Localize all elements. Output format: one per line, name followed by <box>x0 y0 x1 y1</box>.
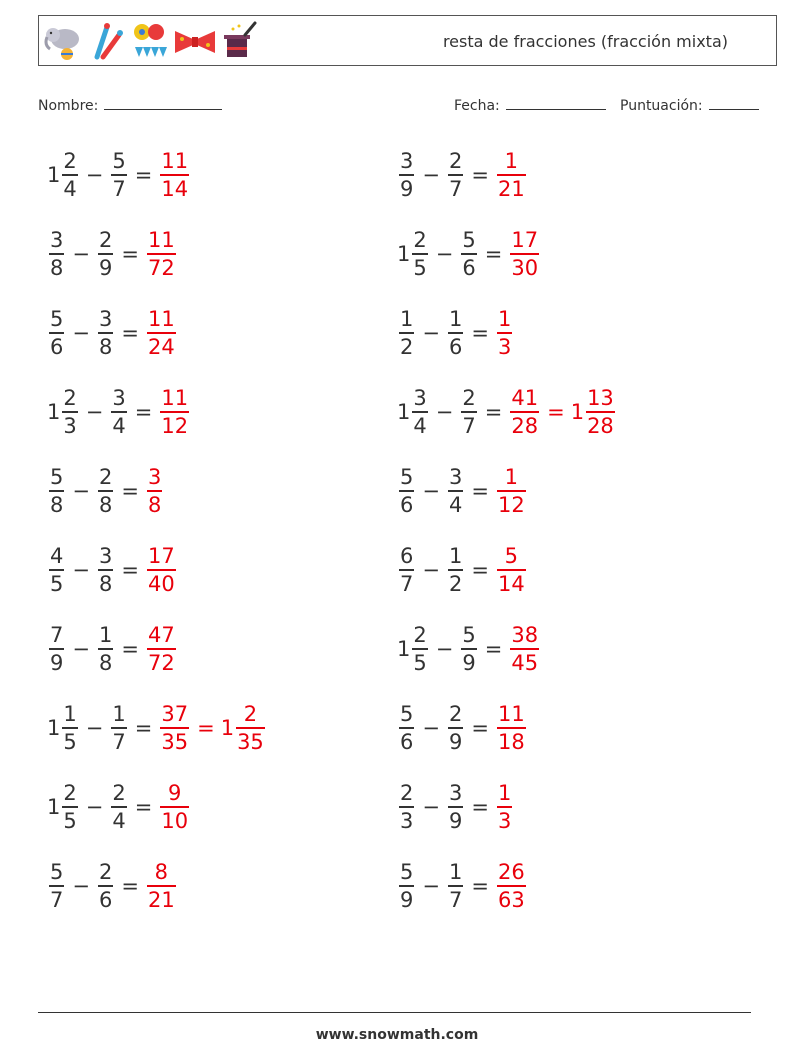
answer <box>508 622 541 676</box>
second-fraction <box>448 859 463 913</box>
answer-fraction <box>510 622 539 676</box>
problem-item <box>397 693 528 763</box>
first-fraction-numerator: 5 <box>50 860 64 885</box>
name-label: Nombre: <box>38 98 99 114</box>
second-fraction-denominator: 9 <box>448 808 463 833</box>
first-whole: 1 <box>47 795 61 819</box>
date-label: Fecha: <box>454 98 500 114</box>
minus-sign: − <box>422 716 440 740</box>
second-fraction-denominator: 2 <box>448 571 463 596</box>
second-fraction-numerator: 5 <box>462 623 476 648</box>
answer-fraction <box>147 859 176 913</box>
answer-fraction-numerator: 11 <box>497 702 525 727</box>
answer <box>158 148 191 202</box>
magic-hat-icon <box>221 21 259 61</box>
minus-sign: − <box>422 321 440 345</box>
problem-item <box>397 140 528 210</box>
answer-fraction <box>160 780 189 834</box>
answer-fraction-denominator: 3 <box>497 334 512 359</box>
answer-mixed-fraction-denominator: 35 <box>237 729 264 754</box>
answer-whole: 1 <box>570 400 585 424</box>
first-fraction-numerator: 6 <box>400 544 414 569</box>
minus-sign: − <box>422 874 440 898</box>
juggling-clubs-icon <box>89 21 125 61</box>
first-fraction-denominator: 7 <box>50 887 64 912</box>
equals-sign: = <box>484 637 503 661</box>
answer <box>495 543 528 597</box>
answer-fraction-denominator: 40 <box>147 571 175 596</box>
answer-fraction-numerator: 17 <box>511 228 539 253</box>
problem-item <box>47 772 191 842</box>
answer-fraction-numerator: 1 <box>504 149 519 174</box>
first-fraction-numerator: 2 <box>63 149 77 174</box>
score-blank[interactable] <box>709 94 759 110</box>
first-fraction-denominator: 9 <box>50 650 64 675</box>
answer <box>158 780 191 834</box>
equals-sign: = <box>484 242 503 266</box>
first-fraction-denominator: 5 <box>50 571 64 596</box>
answer <box>145 227 178 281</box>
second-fraction-numerator: 1 <box>448 544 463 569</box>
answer-fraction-denominator: 21 <box>497 176 525 201</box>
minus-sign: − <box>72 637 90 661</box>
first-fraction-numerator: 5 <box>400 465 414 490</box>
answer <box>145 622 178 676</box>
first-fraction <box>412 227 427 281</box>
second-fraction-denominator: 7 <box>112 729 126 754</box>
problem-item <box>47 140 191 210</box>
first-fraction <box>49 464 64 518</box>
answer-equals-sign: = <box>197 716 215 740</box>
second-fraction <box>98 306 113 360</box>
answer <box>508 385 616 439</box>
equals-sign: = <box>121 479 139 503</box>
first-fraction <box>62 385 77 439</box>
minus-sign: − <box>72 479 90 503</box>
answer-fraction-denominator: 10 <box>161 808 189 833</box>
second-fraction-numerator: 2 <box>98 860 113 885</box>
answer-fraction-denominator: 45 <box>511 650 539 675</box>
answer-fraction-denominator: 24 <box>147 334 175 359</box>
answer-fraction <box>147 227 176 281</box>
second-fraction <box>111 701 126 755</box>
first-fraction-denominator: 6 <box>400 492 414 517</box>
problem-item <box>397 851 528 921</box>
second-fraction-denominator: 7 <box>448 887 463 912</box>
answer <box>158 701 266 755</box>
problem-item <box>47 456 164 526</box>
answer-fraction-denominator: 72 <box>147 650 175 675</box>
equals-sign: = <box>471 479 489 503</box>
second-fraction <box>448 306 463 360</box>
answer-fraction-numerator: 1 <box>504 465 519 490</box>
first-fraction-numerator: 2 <box>400 781 414 806</box>
first-fraction-denominator: 4 <box>63 176 77 201</box>
first-fraction-denominator: 8 <box>50 255 64 280</box>
second-fraction-denominator: 8 <box>98 334 113 359</box>
first-fraction-denominator: 2 <box>400 334 414 359</box>
equals-sign: = <box>121 321 139 345</box>
equals-sign: = <box>471 716 489 740</box>
second-fraction-numerator: 2 <box>98 228 113 253</box>
first-whole: 1 <box>397 637 411 661</box>
first-fraction-denominator: 7 <box>400 571 414 596</box>
footer-divider <box>38 1012 751 1013</box>
answer <box>145 306 178 360</box>
first-fraction-denominator: 5 <box>63 808 77 833</box>
second-fraction-numerator: 1 <box>448 307 463 332</box>
first-fraction-numerator: 5 <box>400 702 414 727</box>
answer-fraction-denominator: 72 <box>147 255 175 280</box>
answer-fraction-numerator: 41 <box>511 386 539 411</box>
second-fraction-numerator: 2 <box>98 465 113 490</box>
first-fraction-numerator: 3 <box>413 386 427 411</box>
first-fraction-numerator: 1 <box>400 307 414 332</box>
problem-item <box>47 535 178 605</box>
problem-item <box>397 535 528 605</box>
first-fraction-denominator: 4 <box>413 413 427 438</box>
answer-fraction <box>510 385 539 439</box>
answer-fraction-denominator: 12 <box>497 492 525 517</box>
answer-mixed-fraction-denominator: 28 <box>587 413 614 438</box>
second-fraction-denominator: 4 <box>112 808 126 833</box>
equals-sign: = <box>134 400 153 424</box>
answer-fraction <box>497 148 526 202</box>
first-whole: 1 <box>397 400 411 424</box>
second-fraction-numerator: 3 <box>112 386 126 411</box>
minus-sign: − <box>72 558 90 582</box>
worksheet-header <box>38 15 777 66</box>
balloons-bunting-icon <box>129 21 169 61</box>
answer-fraction <box>147 543 176 597</box>
minus-sign: − <box>72 321 90 345</box>
first-whole: 1 <box>47 163 61 187</box>
answer-fraction-numerator: 47 <box>147 623 175 648</box>
first-fraction-denominator: 5 <box>63 729 77 754</box>
second-fraction-numerator: 5 <box>112 149 126 174</box>
answer-fraction-denominator: 21 <box>147 887 175 912</box>
minus-sign: − <box>422 479 440 503</box>
answer-fraction-denominator: 30 <box>511 255 539 280</box>
equals-sign: = <box>134 795 153 819</box>
first-fraction <box>62 701 77 755</box>
minus-sign: − <box>422 558 440 582</box>
answer-fraction-denominator: 8 <box>147 492 162 517</box>
answer-fraction <box>160 385 189 439</box>
second-fraction-denominator: 8 <box>98 650 113 675</box>
first-fraction-denominator: 9 <box>400 887 414 912</box>
minus-sign: − <box>85 163 104 187</box>
answer-fraction-denominator: 12 <box>161 413 189 438</box>
answer-mixed-fraction <box>586 385 615 439</box>
second-fraction <box>461 622 476 676</box>
answer-fraction-numerator: 37 <box>161 702 189 727</box>
first-fraction-numerator: 2 <box>413 623 427 648</box>
second-fraction-numerator: 2 <box>448 149 463 174</box>
answer-fraction <box>147 306 176 360</box>
second-fraction-numerator: 2 <box>112 781 126 806</box>
minus-sign: − <box>85 795 104 819</box>
equals-sign: = <box>484 400 503 424</box>
second-fraction-numerator: 3 <box>448 781 463 806</box>
second-fraction <box>111 780 126 834</box>
minus-sign: − <box>435 242 454 266</box>
first-fraction <box>412 385 427 439</box>
answer-fraction-numerator: 26 <box>497 860 525 885</box>
worksheet-title: resta de fracciones (fracción mixta) <box>442 32 728 51</box>
second-fraction <box>448 701 463 755</box>
answer-fraction-numerator: 11 <box>147 228 175 253</box>
second-fraction-numerator: 1 <box>448 860 463 885</box>
minus-sign: − <box>435 400 454 424</box>
answer-fraction-denominator: 35 <box>161 729 189 754</box>
second-fraction <box>111 385 126 439</box>
answer-equals-sign: = <box>547 400 565 424</box>
problem-item <box>397 298 514 368</box>
second-fraction-numerator: 2 <box>462 386 476 411</box>
score-field[interactable] <box>620 94 759 116</box>
answer <box>495 464 528 518</box>
answer <box>145 859 178 913</box>
problem-item <box>397 614 541 684</box>
answer-fraction <box>147 622 176 676</box>
first-fraction-numerator: 5 <box>400 860 414 885</box>
minus-sign: − <box>72 874 90 898</box>
minus-sign: − <box>422 795 440 819</box>
equals-sign: = <box>471 163 489 187</box>
second-fraction-denominator: 6 <box>462 255 476 280</box>
answer <box>495 780 514 834</box>
first-fraction <box>399 780 414 834</box>
second-fraction <box>448 148 463 202</box>
minus-sign: − <box>435 637 454 661</box>
first-fraction-numerator: 2 <box>63 781 77 806</box>
equals-sign: = <box>121 637 139 661</box>
second-fraction-denominator: 6 <box>448 334 463 359</box>
first-whole: 1 <box>47 716 61 740</box>
problem-item <box>47 298 178 368</box>
second-fraction-denominator: 7 <box>112 176 126 201</box>
second-fraction-numerator: 1 <box>98 623 113 648</box>
second-fraction-numerator: 3 <box>98 307 113 332</box>
equals-sign: = <box>471 795 489 819</box>
minus-sign: − <box>422 163 440 187</box>
first-fraction-denominator: 8 <box>50 492 64 517</box>
score-label: Puntuación: <box>620 98 703 114</box>
second-fraction-numerator: 3 <box>448 465 463 490</box>
answer-fraction <box>497 859 526 913</box>
answer-fraction-numerator: 9 <box>168 781 182 806</box>
first-fraction-denominator: 6 <box>400 729 414 754</box>
first-fraction-numerator: 2 <box>63 386 77 411</box>
answer <box>495 859 528 913</box>
answer-mixed-fraction-numerator: 2 <box>243 702 258 727</box>
second-fraction-numerator: 5 <box>462 228 476 253</box>
first-fraction-denominator: 3 <box>63 413 77 438</box>
first-fraction <box>399 543 414 597</box>
answer-fraction-denominator: 14 <box>497 571 525 596</box>
first-whole: 1 <box>397 242 411 266</box>
answer-fraction-denominator: 63 <box>497 887 525 912</box>
name-blank[interactable] <box>104 94 222 110</box>
first-whole: 1 <box>47 400 61 424</box>
header-icons <box>43 20 259 62</box>
second-fraction <box>111 148 126 202</box>
second-fraction-denominator: 8 <box>98 492 113 517</box>
second-fraction <box>98 543 113 597</box>
answer-fraction-numerator: 17 <box>147 544 175 569</box>
first-fraction <box>412 622 427 676</box>
second-fraction-denominator: 7 <box>448 176 463 201</box>
second-fraction-numerator: 1 <box>112 702 126 727</box>
equals-sign: = <box>121 558 139 582</box>
problem-item <box>47 851 178 921</box>
second-fraction-numerator: 2 <box>448 702 463 727</box>
problem-item <box>47 614 178 684</box>
answer-fraction-numerator: 8 <box>154 860 169 885</box>
first-fraction-numerator: 5 <box>50 465 64 490</box>
name-field[interactable] <box>38 94 222 116</box>
footer-site: www.snowmath.com <box>315 1027 479 1043</box>
problem-item <box>397 772 514 842</box>
answer-fraction <box>147 464 162 518</box>
first-fraction <box>399 464 414 518</box>
minus-sign: − <box>85 716 104 740</box>
first-fraction <box>399 701 414 755</box>
first-fraction-numerator: 2 <box>413 228 427 253</box>
problem-item <box>47 377 191 447</box>
first-fraction-denominator: 3 <box>400 808 414 833</box>
second-fraction-denominator: 4 <box>112 413 126 438</box>
first-fraction <box>399 859 414 913</box>
second-fraction-denominator: 9 <box>98 255 113 280</box>
answer-fraction <box>497 464 526 518</box>
equals-sign: = <box>471 321 489 345</box>
date-field[interactable] <box>454 94 606 116</box>
answer-fraction <box>510 227 539 281</box>
second-fraction-denominator: 8 <box>98 571 113 596</box>
answer <box>495 701 528 755</box>
equals-sign: = <box>121 874 139 898</box>
second-fraction <box>448 543 463 597</box>
second-fraction-denominator: 9 <box>448 729 463 754</box>
answer-fraction-numerator: 3 <box>147 465 162 490</box>
first-fraction <box>49 227 64 281</box>
equals-sign: = <box>134 163 153 187</box>
minus-sign: − <box>72 242 90 266</box>
answer-mixed-fraction <box>236 701 265 755</box>
first-fraction <box>49 859 64 913</box>
date-blank[interactable] <box>506 94 606 110</box>
first-fraction <box>49 306 64 360</box>
first-fraction-denominator: 9 <box>400 176 414 201</box>
first-fraction-denominator: 6 <box>50 334 64 359</box>
answer-fraction <box>497 780 512 834</box>
equals-sign: = <box>471 558 489 582</box>
answer <box>508 227 541 281</box>
first-fraction <box>399 148 414 202</box>
answer <box>145 543 178 597</box>
first-fraction-numerator: 3 <box>50 228 64 253</box>
second-fraction <box>461 385 476 439</box>
answer-fraction <box>160 148 189 202</box>
answer-fraction-numerator: 1 <box>497 781 512 806</box>
answer-fraction-denominator: 18 <box>497 729 525 754</box>
second-fraction-numerator: 3 <box>98 544 113 569</box>
first-fraction <box>399 306 414 360</box>
first-fraction <box>49 622 64 676</box>
answer <box>495 306 514 360</box>
first-fraction <box>62 780 77 834</box>
answer-fraction <box>497 543 526 597</box>
second-fraction <box>461 227 476 281</box>
equals-sign: = <box>134 716 153 740</box>
second-fraction <box>98 859 113 913</box>
answer <box>145 464 164 518</box>
answer-fraction <box>497 701 526 755</box>
answer-mixed-fraction-numerator: 13 <box>587 386 614 411</box>
answer <box>495 148 528 202</box>
first-fraction <box>49 543 64 597</box>
answer-fraction-numerator: 1 <box>497 307 512 332</box>
problem-item <box>47 693 267 763</box>
answer-fraction-denominator: 14 <box>161 176 189 201</box>
second-fraction-denominator: 9 <box>462 650 476 675</box>
first-fraction-numerator: 3 <box>400 149 414 174</box>
answer-fraction <box>497 306 512 360</box>
bow-tie-icon <box>173 21 217 61</box>
answer-whole: 1 <box>220 716 235 740</box>
first-fraction-numerator: 4 <box>50 544 64 569</box>
problem-item <box>397 219 541 289</box>
second-fraction <box>98 622 113 676</box>
first-fraction-numerator: 5 <box>50 307 64 332</box>
answer-fraction-denominator: 28 <box>511 413 539 438</box>
second-fraction <box>448 780 463 834</box>
answer-fraction-denominator: 3 <box>497 808 512 833</box>
problem-item <box>397 456 528 526</box>
first-fraction-denominator: 5 <box>413 650 427 675</box>
problem-item <box>397 377 617 447</box>
second-fraction-denominator: 4 <box>448 492 463 517</box>
equals-sign: = <box>471 874 489 898</box>
first-fraction-denominator: 5 <box>413 255 427 280</box>
equals-sign: = <box>121 242 139 266</box>
minus-sign: − <box>85 400 104 424</box>
second-fraction <box>98 464 113 518</box>
second-fraction-denominator: 7 <box>462 413 476 438</box>
second-fraction-denominator: 6 <box>98 887 113 912</box>
first-fraction-numerator: 1 <box>63 702 77 727</box>
answer-fraction-numerator: 38 <box>511 623 539 648</box>
second-fraction <box>448 464 463 518</box>
problem-item <box>47 219 178 289</box>
answer-fraction-numerator: 11 <box>161 386 189 411</box>
answer-fraction-numerator: 11 <box>161 149 189 174</box>
second-fraction <box>98 227 113 281</box>
answer <box>158 385 191 439</box>
answer-fraction-numerator: 11 <box>147 307 175 332</box>
elephant-icon <box>43 21 85 61</box>
answer-fraction <box>160 701 189 755</box>
first-fraction <box>62 148 77 202</box>
answer-fraction-numerator: 5 <box>504 544 519 569</box>
first-fraction-numerator: 7 <box>50 623 64 648</box>
